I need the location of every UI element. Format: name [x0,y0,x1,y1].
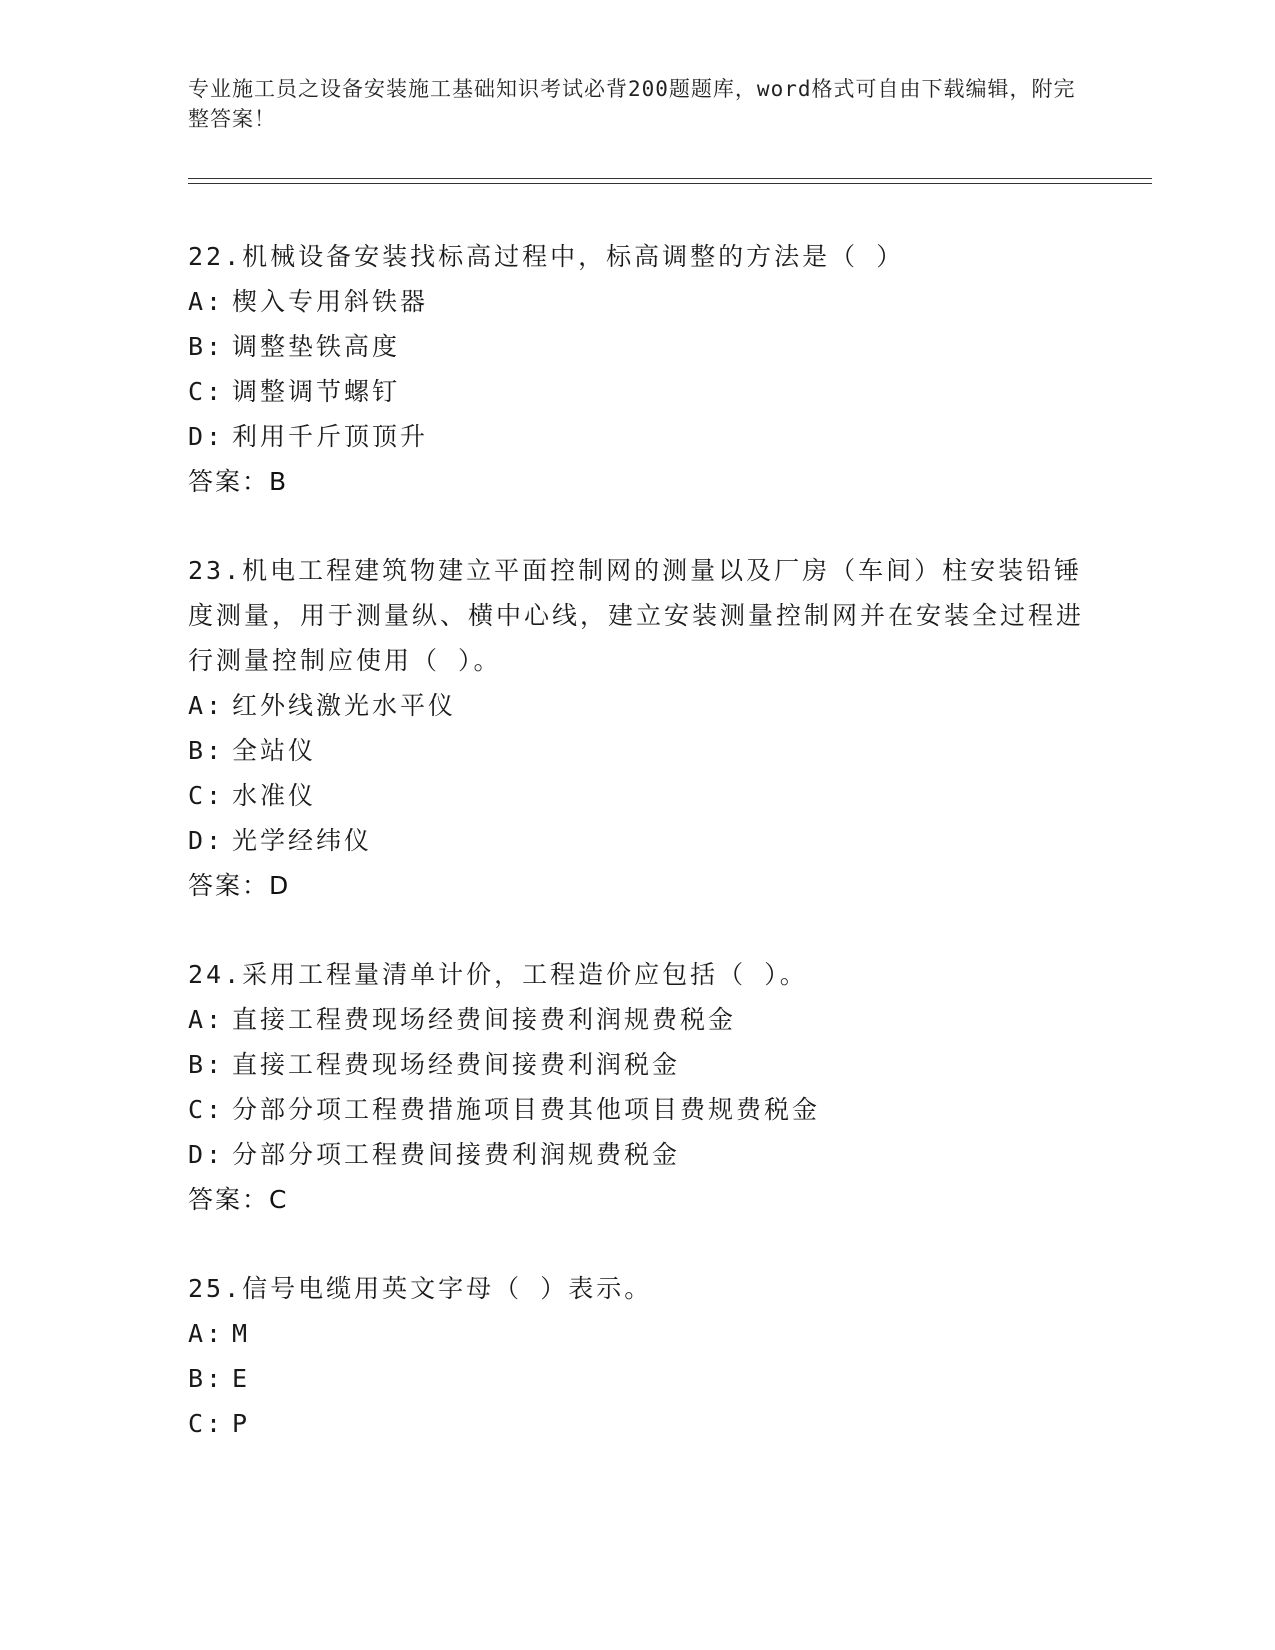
question-text: 22.机械设备安装找标高过程中，标高调整的方法是（ ） [188,242,905,271]
option-a [188,683,1088,728]
option-letter: D: [188,1140,225,1169]
option-c [188,773,1088,818]
option-letter: D: [188,422,225,451]
option-b [188,324,1088,369]
option-a [188,279,1088,324]
option-text: 全站仪 [232,736,317,765]
option-text: 直接工程费现场经费间接费利润税金 [232,1050,681,1079]
option-c [188,1401,1088,1446]
option-letter: A: [188,287,225,316]
answer-line: 答案：D [188,871,291,900]
option-letter: B: [188,1364,225,1393]
option-letter: A: [188,691,225,720]
question-list [188,234,1088,1490]
answer-line: 答案：C [188,1185,289,1214]
option-text: 调整垫铁高度 [232,332,401,361]
option-text: 直接工程费现场经费间接费利润规费税金 [232,1005,737,1034]
answer-line: 答案：B [188,467,289,496]
option-letter: C: [188,377,225,406]
option-a [188,997,1088,1042]
option-letter: C: [188,1409,225,1438]
option-letter: B: [188,1050,225,1079]
option-text: 利用千斤顶顶升 [232,422,429,451]
option-letter: D: [188,826,225,855]
option-letter: A: [188,1005,225,1034]
option-text: 红外线激光水平仪 [232,691,457,720]
option-b [188,1356,1088,1401]
option-letter: B: [188,332,225,361]
option-text: 水准仪 [232,781,317,810]
option-d [188,818,1088,863]
option-text: M [232,1319,251,1348]
option-text: 分部分项工程费间接费利润规费税金 [232,1140,681,1169]
option-b [188,728,1088,773]
question-23 [188,548,1088,908]
option-b [188,1042,1088,1087]
question-25 [188,1266,1088,1446]
document-header: 专业施工员之设备安装施工基础知识考试必背200题题库，word格式可自由下载编辑，附完整答案！ [188,77,1076,131]
option-letter: C: [188,781,225,810]
question-24 [188,952,1088,1222]
header-divider-bottom [188,183,1152,184]
option-d [188,1132,1088,1177]
option-text: E [232,1364,251,1393]
option-c [188,1087,1088,1132]
option-text: 分部分项工程费措施项目费其他项目费规费税金 [232,1095,821,1124]
question-text: 23.机电工程建筑物建立平面控制网的测量以及厂房（车间）柱安装铅锤度测量，用于测量纵、横中心线，建立安装测量控制网并在安装全过程进行测量控制应使用（ ）。 [188,556,1085,675]
option-d [188,414,1088,459]
option-text: 光学经纬仪 [232,826,373,855]
option-letter: B: [188,736,225,765]
option-letter: A: [188,1319,225,1348]
option-letter: C: [188,1095,225,1124]
option-text: 楔入专用斜铁器 [232,287,429,316]
question-text: 25.信号电缆用英文字母（ ）表示。 [188,1274,653,1303]
option-c [188,369,1088,414]
header-divider-top [188,178,1152,179]
option-text: P [232,1409,251,1438]
question-22 [188,234,1088,504]
option-text: 调整调节螺钉 [232,377,401,406]
option-a [188,1311,1088,1356]
question-text: 24.采用工程量清单计价，工程造价应包括（ ）。 [188,960,808,989]
